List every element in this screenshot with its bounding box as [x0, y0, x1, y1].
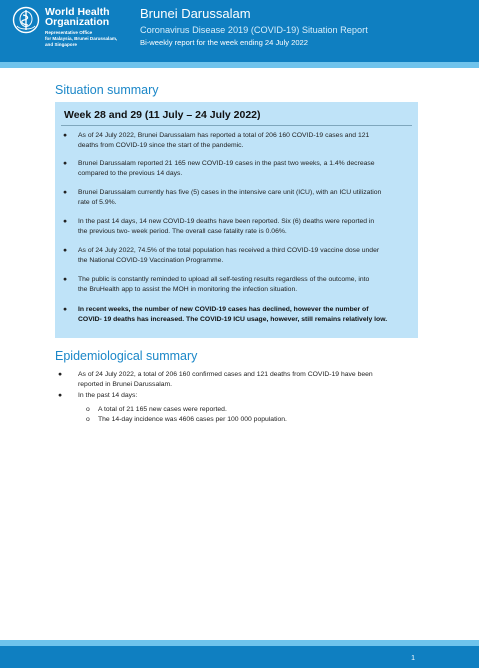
epidemiological-bullet [78, 370, 418, 390]
organization-name-line1: World Health [45, 6, 110, 18]
epidemiological-summary-heading: Epidemiological summary [55, 349, 198, 363]
page-number: 1 [411, 655, 415, 662]
organization-name-line2: Organization [45, 16, 110, 28]
bullet-line: The public is constantly reminded to upload all self-testing results regardless of the outcome, into [78, 276, 370, 283]
bullet-line: the BruHealth app to assist the MOH in monitoring the infection situation. [78, 286, 298, 293]
sub-bullet-icon: o [86, 416, 90, 423]
bullet-icon: ● [63, 247, 68, 254]
bullet-line: rate of 5.9%. [78, 199, 117, 206]
situation-bullet [78, 131, 408, 151]
bullet-line: Brunei Darussalam reported 21 165 new COVID-19 cases in the past two weeks, a 1.4% decrease [78, 160, 375, 167]
office-subtitle-line: Representative Office [45, 30, 93, 35]
bullet-line: compared to the previous 14 days. [78, 170, 183, 177]
report-period: Bi-weekly report for the week ending 24 July 2022 [140, 38, 309, 47]
situation-bullet [78, 188, 408, 208]
situation-summary-box [55, 102, 418, 338]
epidemiological-sub-bullet: The 14-day incidence was 4606 cases per 100 000 population. [98, 416, 287, 423]
office-subtitle [45, 30, 117, 48]
bullet-line: deaths from COVID-19 since the start of the pandemic. [78, 142, 244, 149]
bullet-icon: ● [63, 218, 68, 225]
bullet-line: In recent weeks, the number of new COVID-19 cases has declined, however the number of [78, 306, 369, 313]
situation-bullet-key-message [78, 305, 408, 325]
office-subtitle-line: for Malaysia, Brunei Darussalam, [45, 36, 118, 41]
bullet-icon: ● [63, 189, 68, 196]
situation-bullet [78, 217, 408, 237]
epidemiological-bullet [78, 391, 418, 401]
document-subtitle: Coronavirus Disease 2019 (COVID-19) Situation Report [140, 25, 368, 35]
bullet-icon: ● [58, 392, 63, 399]
organization-name [45, 7, 110, 27]
bullet-line: reported in Brunei Darussalam. [78, 381, 173, 388]
bullet-icon: ● [63, 132, 68, 139]
bullet-icon: ● [63, 160, 68, 167]
bullet-line: As of 24 July 2022, Brunei Darussalam has reported a total of 206 160 COVID-19 cases and 121 [78, 132, 370, 139]
situation-summary-heading: Situation summary [55, 83, 159, 97]
report-header [0, 0, 479, 62]
bullet-line: In the past 14 days, 14 new COVID-19 deaths have been reported. Six (6) deaths were reported in [78, 218, 375, 225]
who-emblem-icon [12, 6, 40, 34]
bullet-line: the National COVID-19 Vaccination Programme. [78, 257, 224, 264]
sub-bullet-icon: o [86, 406, 90, 413]
bullet-line: As of 24 July 2022, a total of 206 160 confirmed cases and 121 deaths from COVID-19 have been [78, 371, 373, 378]
bullet-icon: ● [63, 306, 68, 313]
epidemiological-sub-bullet: A total of 21 165 new cases were reported. [98, 406, 227, 413]
bullet-line: COVID- 19 deaths has increased. The COVID-19 ICU usage, however, still remains relatively low. [78, 316, 388, 323]
situation-bullet [78, 275, 408, 295]
week-range-title: Week 28 and 29 (11 July – 24 July 2022) [64, 109, 261, 121]
divider [61, 125, 412, 126]
bullet-icon: ● [58, 371, 63, 378]
header-stripe [0, 62, 479, 68]
bullet-line: the previous two- week period. The overall case fatality rate is 0.06%. [78, 228, 287, 235]
office-subtitle-line: and Singapore [45, 42, 77, 47]
situation-bullet [78, 246, 408, 266]
report-footer [0, 646, 479, 668]
bullet-line: In the past 14 days: [78, 392, 138, 399]
document-title: Brunei Darussalam [140, 6, 251, 21]
situation-bullet [78, 159, 408, 179]
bullet-icon: ● [63, 276, 68, 283]
bullet-line: Brunei Darussalam currently has five (5) cases in the intensive care unit (ICU), with an ICU utilization [78, 189, 382, 196]
bullet-line: As of 24 July 2022, 74.5% of the total population has received a third COVID-19 vaccine dose under [78, 247, 380, 254]
